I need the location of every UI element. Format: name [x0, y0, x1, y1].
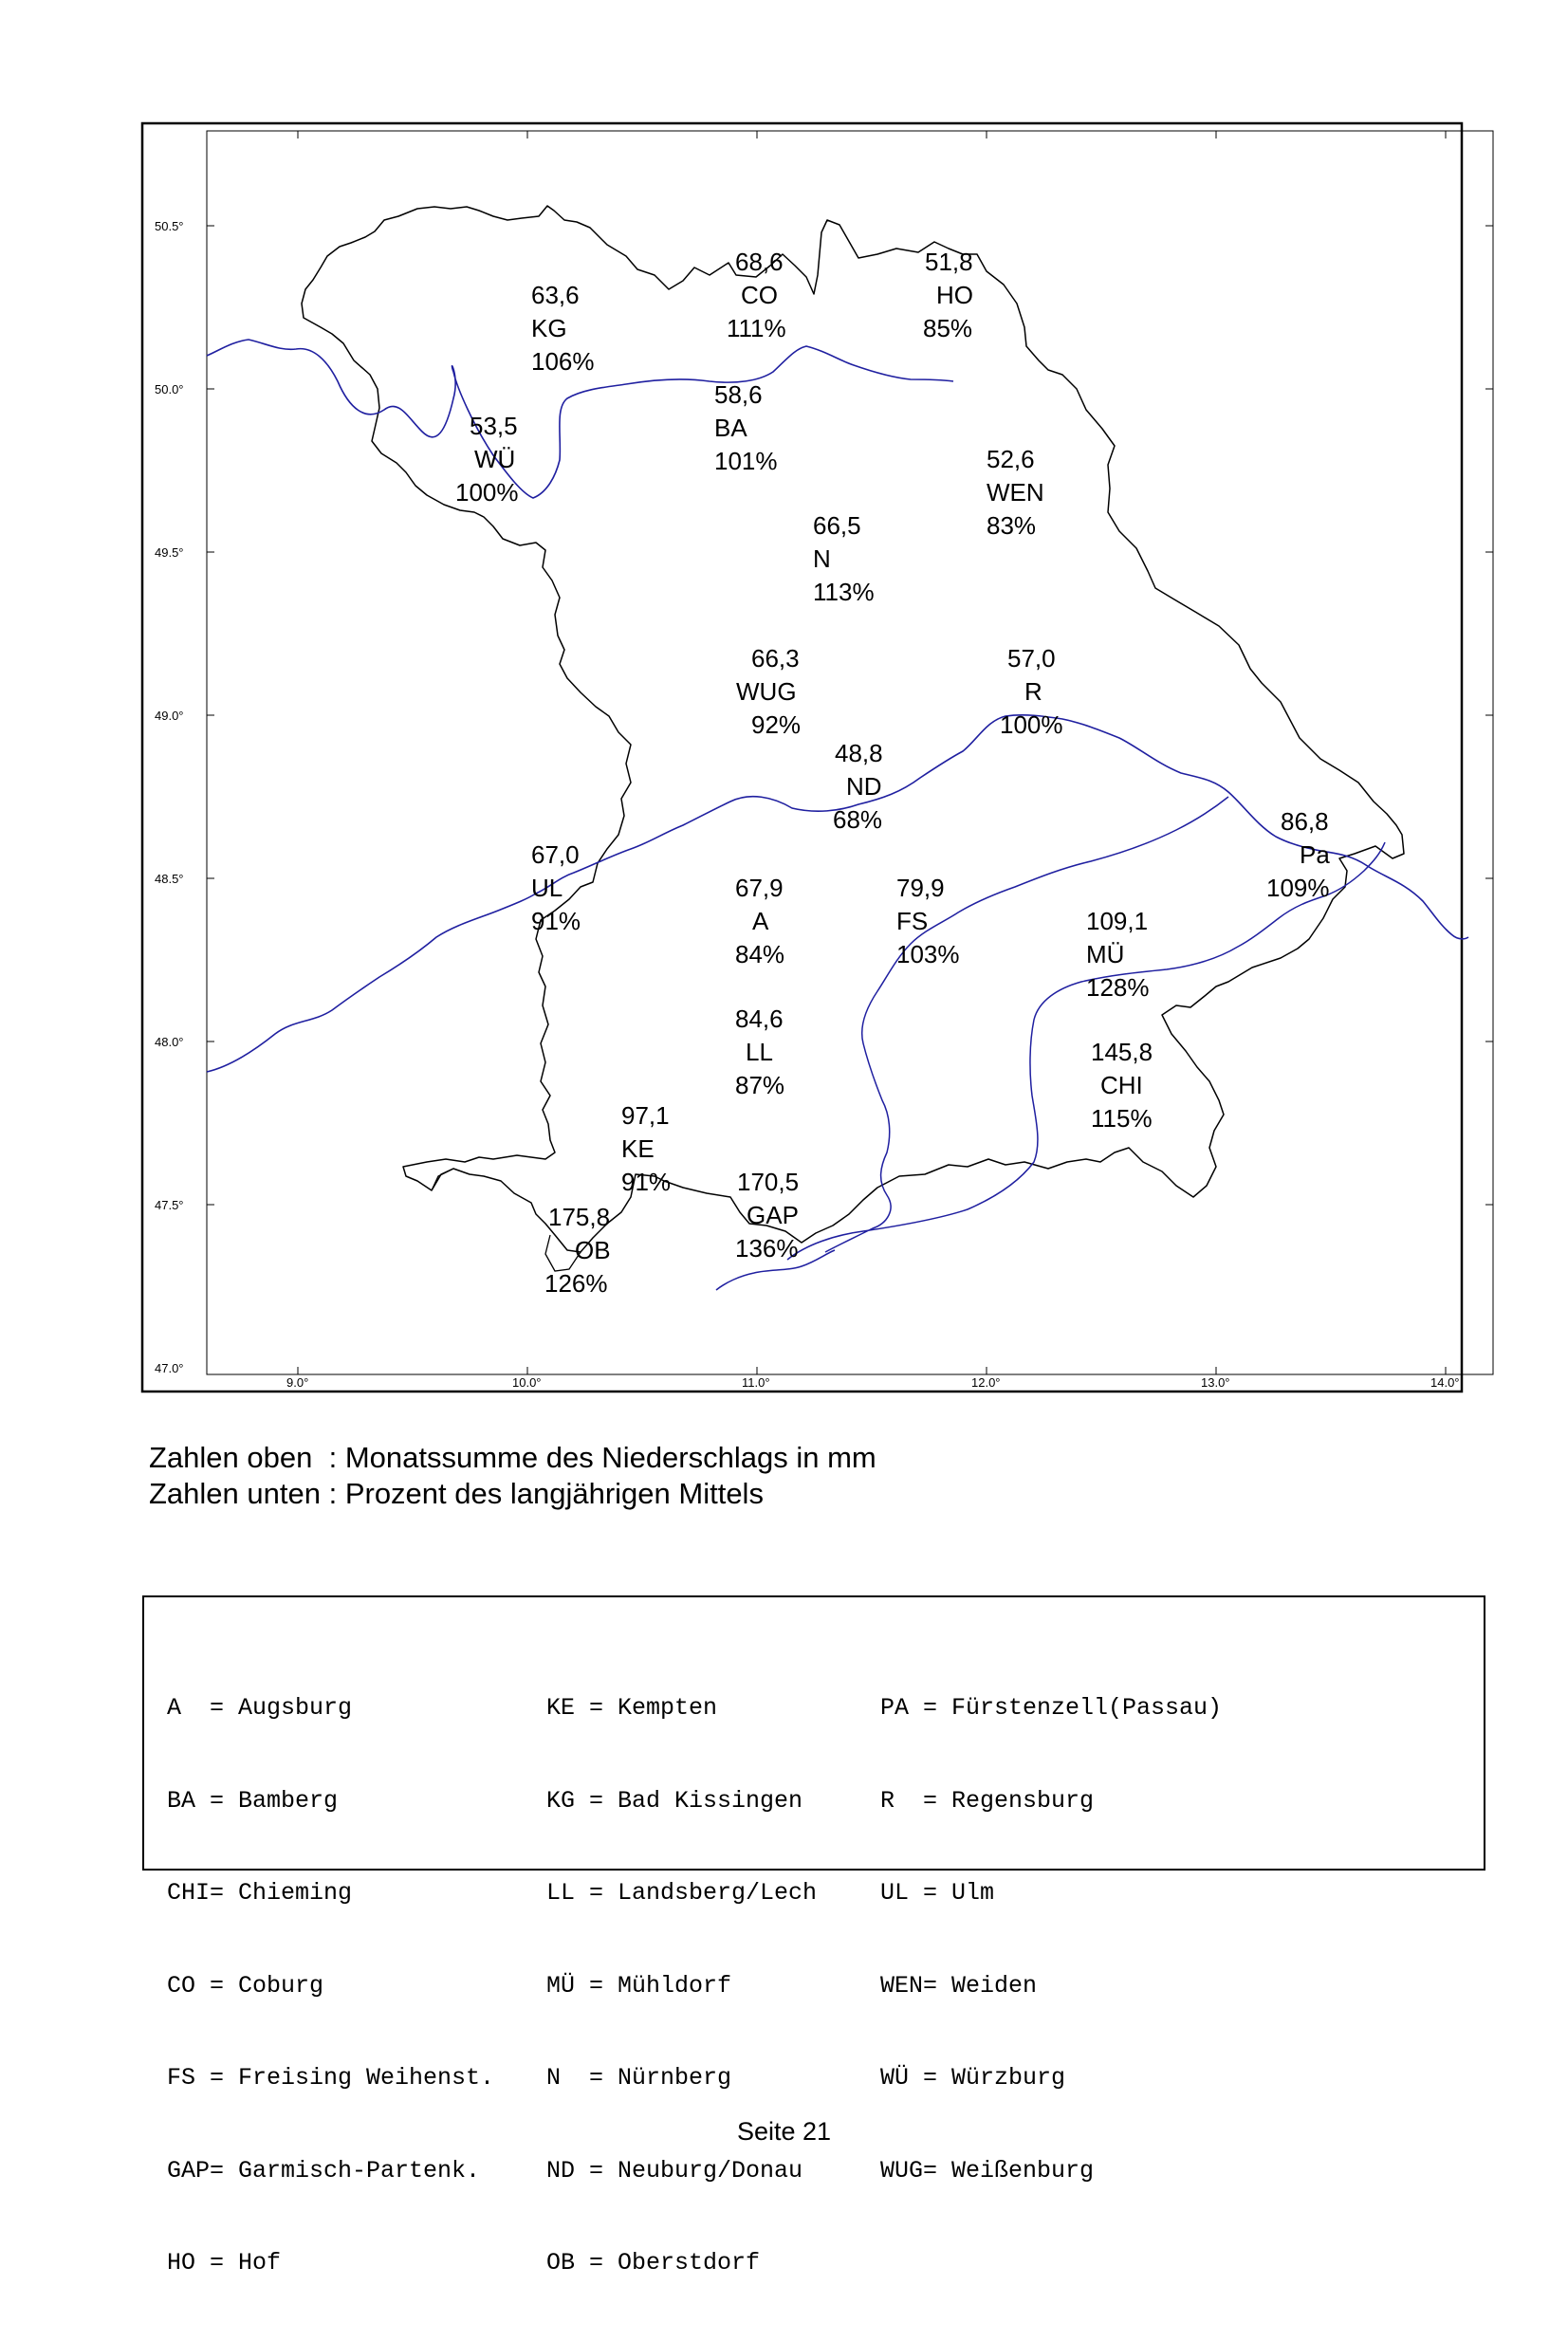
- map-outer-frame: [142, 123, 1462, 1392]
- station-amount: 52,6: [987, 445, 1035, 473]
- station-amount: 79,9: [896, 874, 945, 902]
- station-amount: 170,5: [737, 1168, 800, 1196]
- station-UL: [531, 840, 581, 935]
- station-percent: 111%: [727, 314, 786, 342]
- station-abbr: KG: [531, 314, 567, 342]
- station-ND: [833, 739, 883, 834]
- station-CHI: [1091, 1038, 1153, 1133]
- station-OB: [544, 1203, 611, 1298]
- station-percent: 103%: [896, 940, 960, 968]
- station-percent: 68%: [833, 805, 883, 834]
- abbreviation-item: BA = Bamberg: [167, 1786, 339, 1815]
- station-percent: 83%: [987, 511, 1037, 540]
- page-number: Seite 21: [736, 2117, 832, 2146]
- abbreviation-item: ND = Neuburg/Donau: [546, 2156, 803, 2184]
- lon-tick-label: 13.0°: [1201, 1375, 1230, 1390]
- station-R: [1000, 644, 1063, 739]
- station-N: [813, 511, 875, 606]
- station-LL: [735, 1005, 784, 1099]
- station-amount: 57,0: [1007, 644, 1056, 673]
- lat-tick-label: 49.0°: [155, 709, 184, 723]
- abbreviation-column-1: [167, 1631, 494, 2341]
- station-abbr: OB: [575, 1236, 611, 1264]
- station-KG: [531, 281, 595, 376]
- bavaria-border: [302, 206, 1404, 1252]
- lat-tick-label: 48.0°: [155, 1035, 184, 1049]
- station-percent: 100%: [455, 478, 519, 507]
- station-abbr: WÜ: [474, 445, 516, 473]
- station-amount: 67,0: [531, 840, 580, 869]
- station-amount: 51,8: [925, 248, 973, 276]
- station-amount: 63,6: [531, 281, 580, 309]
- abbreviation-item: UL = Ulm: [880, 1879, 995, 1907]
- lat-tick-label: 47.0°: [155, 1361, 184, 1375]
- station-FS: [896, 874, 960, 968]
- station-amount: 58,6: [714, 380, 763, 409]
- station-abbr: LL: [746, 1038, 773, 1066]
- station-abbr: UL: [531, 874, 563, 902]
- station-percent: 136%: [735, 1234, 799, 1263]
- station-abbr: R: [1024, 677, 1042, 706]
- abbreviation-item: KE = Kempten: [546, 1694, 718, 1722]
- station-abbr: N: [813, 544, 831, 573]
- station-abbr: MÜ: [1086, 940, 1125, 968]
- station-CO: [727, 248, 786, 342]
- station-percent: 109%: [1266, 874, 1330, 902]
- abbreviation-item: WÜ = Würzburg: [880, 2064, 1066, 2092]
- lat-tick-label: 50.5°: [155, 219, 184, 233]
- lon-tick-label: 10.0°: [512, 1375, 542, 1390]
- station-percent: 100%: [1000, 710, 1063, 739]
- station-GAP: [735, 1168, 799, 1263]
- abbreviation-item: CO = Coburg: [167, 1971, 324, 2000]
- station-percent: 85%: [923, 314, 973, 342]
- river-inn: [787, 842, 1385, 1260]
- lon-tick-label: 11.0°: [742, 1375, 770, 1390]
- abbreviation-item: FS = Freising Weihenst.: [167, 2064, 495, 2092]
- abbreviation-item: GAP= Garmisch-Partenk.: [167, 2156, 481, 2184]
- lat-tick-label: 48.5°: [155, 872, 184, 886]
- station-amount: 66,3: [751, 644, 800, 673]
- lat-tick-label: 47.5°: [155, 1198, 184, 1212]
- lon-tick-label: 12.0°: [971, 1375, 1001, 1390]
- station-MUE: [1086, 907, 1150, 1002]
- lon-tick-label: 14.0°: [1430, 1375, 1460, 1390]
- abbreviation-column-2: [546, 1631, 817, 2341]
- station-amount: 68,6: [735, 248, 784, 276]
- abbreviation-item: OB = Oberstdorf: [546, 2249, 761, 2276]
- station-amount: 175,8: [548, 1203, 611, 1231]
- station-amount: 67,9: [735, 874, 784, 902]
- station-amount: 66,5: [813, 511, 861, 540]
- station-percent: 126%: [544, 1269, 608, 1298]
- station-amount: 84,6: [735, 1005, 784, 1033]
- station-abbr: WEN: [987, 478, 1044, 507]
- station-abbr: KE: [621, 1134, 655, 1163]
- station-WUG: [736, 644, 801, 739]
- station-abbr: ND: [846, 772, 882, 801]
- station-A: [735, 874, 784, 968]
- legend: [149, 1440, 876, 1512]
- station-PA: [1266, 807, 1330, 902]
- station-percent: 87%: [735, 1071, 785, 1099]
- legend-bottom-line: Zahlen unten : Prozent des langjährigen Mittels: [149, 1477, 764, 1510]
- station-amount: 48,8: [835, 739, 883, 767]
- legend-top-line: Zahlen oben : Monatssumme des Niederschlags in mm: [149, 1441, 876, 1474]
- station-abbr: WUG: [736, 677, 797, 706]
- station-percent: 115%: [1091, 1104, 1153, 1133]
- station-HO: [923, 248, 973, 342]
- station-percent: 113%: [813, 578, 875, 606]
- abbreviation-item: MÜ = Mühldorf: [546, 1971, 732, 2000]
- abbreviation-item: R = Regensburg: [880, 1786, 1095, 1815]
- station-abbr: GAP: [747, 1201, 799, 1229]
- station-abbr: CO: [741, 281, 778, 309]
- station-percent: 91%: [621, 1168, 672, 1196]
- abbreviation-item: N = Nürnberg: [546, 2064, 732, 2092]
- station-amount: 86,8: [1281, 807, 1329, 836]
- station-abbr: Pa: [1300, 840, 1330, 869]
- abbreviation-item: LL = Landsberg/Lech: [546, 1879, 818, 1907]
- station-percent: 84%: [735, 940, 785, 968]
- abbreviation-item: A = Augsburg: [167, 1694, 353, 1722]
- station-abbr: HO: [936, 281, 973, 309]
- station-percent: 92%: [751, 710, 802, 739]
- station-abbr: A: [752, 907, 769, 935]
- station-abbr: BA: [714, 414, 747, 442]
- abbreviation-item: HO = Hof: [167, 2249, 282, 2276]
- station-KE: [621, 1101, 671, 1196]
- station-abbr: CHI: [1100, 1071, 1143, 1099]
- abbreviation-item: WEN= Weiden: [880, 1971, 1038, 2000]
- lon-tick-label: 9.0°: [286, 1375, 309, 1390]
- station-abbr: FS: [896, 907, 929, 935]
- station-percent: 128%: [1086, 973, 1150, 1002]
- station-percent: 101%: [714, 447, 778, 475]
- abbreviation-item: KG = Bad Kissingen: [546, 1786, 803, 1815]
- station-WUE: [455, 412, 519, 507]
- station-amount: 109,1: [1086, 907, 1149, 935]
- station-amount: 53,5: [470, 412, 518, 440]
- abbreviation-column-3: [880, 1631, 1222, 2248]
- abbreviation-item: WUG= Weißenburg: [880, 2156, 1095, 2184]
- lat-tick-label: 49.5°: [155, 545, 184, 560]
- station-amount: 97,1: [621, 1101, 670, 1130]
- abbreviation-item: PA = Fürstenzell(Passau): [880, 1694, 1223, 1722]
- station-amount: 145,8: [1091, 1038, 1153, 1066]
- station-percent: 91%: [531, 907, 581, 935]
- lat-tick-label: 50.0°: [155, 382, 184, 396]
- station-WEN: [987, 445, 1044, 540]
- station-percent: 106%: [531, 347, 595, 376]
- abbreviation-item: CHI= Chieming: [167, 1879, 353, 1907]
- station-BA: [714, 380, 778, 475]
